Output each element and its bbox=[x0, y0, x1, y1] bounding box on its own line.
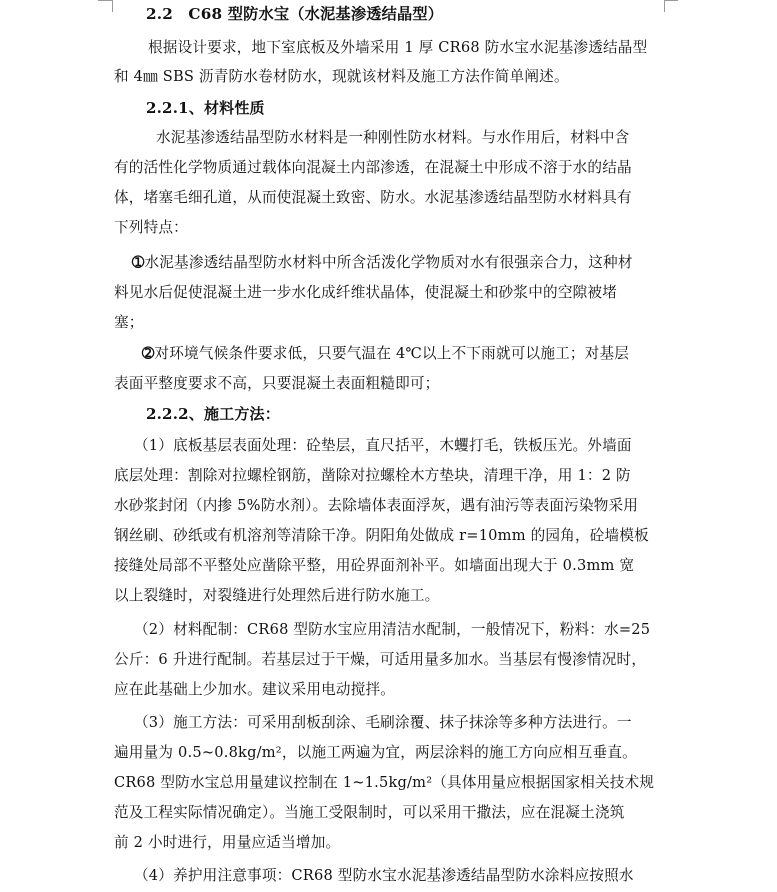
step2-line-3: 应在此基础上少加水。建议采用电动搅拌。 bbox=[114, 681, 396, 698]
step3-line-2: 遍用量为 0.5~0.8kg/m²，以施工两遍为宜，两层涂料的施工方向应相互垂直。 bbox=[114, 744, 637, 761]
feature1-line-1 bbox=[132, 253, 633, 273]
step1-line-1: （1）底板基层表面处理：砼垫层，直尺括平，木蠼打毛，铁板压光。外墙面 bbox=[134, 437, 632, 454]
margin-corner-mark-left bbox=[98, 0, 112, 1]
feature2-line-1 bbox=[142, 344, 629, 364]
circled-number-1-icon: ➀ bbox=[132, 254, 145, 271]
feature1-line-2: 料见水后促使混凝土进一步水化成纤维状晶体，使混凝土和砂浆中的空隙被堵 bbox=[114, 284, 617, 301]
feature2-line-2: 表面平整度要求不高，只要混凝土表面粗糙即可； bbox=[114, 375, 440, 392]
material-line-3: 体，堵塞毛细孔道，从而使混凝土致密、防水。水泥基渗透结晶型防水材料具有 bbox=[114, 189, 632, 206]
material-line-1: 水泥基渗透结晶型防水材料是一种刚性防水材料。与水作用后，材料中含 bbox=[156, 129, 630, 146]
step3-line-5: 前 2 小时进行，用量应适当增加。 bbox=[114, 834, 341, 851]
feature1-line-3: 塞； bbox=[114, 314, 144, 331]
intro-line-1: 根据设计要求，地下室底板及外墙采用 1 厚 CR68 防水宝水泥基渗透结晶型 bbox=[148, 39, 648, 56]
circled-number-2-icon: ➁ bbox=[142, 345, 155, 362]
material-line-4: 下列特点： bbox=[114, 219, 188, 236]
section-heading: 2.2 C68 型防水宝（水泥基渗透结晶型） bbox=[146, 5, 444, 23]
feature2-text-1: 对环境气候条件要求低，只要气温在 4℃以上不下雨就可以施工；对基层 bbox=[154, 345, 630, 362]
step2-line-1: （2）材料配制：CR68 型防水宝应用清洁水配制，一般情况下，粉料：水=25 bbox=[134, 621, 651, 638]
step3-line-4: 范及工程实际情况确定）。当施工受限制时，可以采用干撒法，应在混凝土浇筑 bbox=[114, 804, 625, 821]
step1-line-2: 底层处理：割除对拉螺栓钢筋，凿除对拉螺栓木方垫块，清理干净，用 1：2 防 bbox=[114, 467, 631, 484]
margin-corner-mark-right-vertical bbox=[664, 0, 665, 12]
margin-corner-mark-left-vertical bbox=[112, 0, 113, 12]
step2-line-2: 公斤：6 升进行配制。若基层过于干燥，可适用量多加水。当基层有慢渗情况时， bbox=[114, 651, 647, 668]
step3-line-3: CR68 型防水宝总用量建议控制在 1~1.5kg/m²（具体用量应根据国家相关技术规 bbox=[114, 774, 655, 791]
step1-line-5: 接缝处局部不平整处应凿除平整，用砼界面剂补平。如墙面出现大于 0.3mm 宽 bbox=[114, 557, 635, 574]
margin-corner-mark-right bbox=[664, 0, 678, 1]
step1-line-3: 水砂浆封闭（内掺 5%防水剂）。去除墙体表面浮灰，遇有油污等表面污染物采用 bbox=[114, 497, 639, 514]
intro-line-2: 和 4㎜ SBS 沥青防水卷材防水，现就该材料及施工方法作简单阐述。 bbox=[114, 68, 569, 85]
step1-line-4: 钢丝刷、砂纸或有机溶剂等清除干净。阴阳角处做成 r=10mm 的园角，砼墙模板 bbox=[114, 527, 649, 544]
step1-line-6: 以上裂缝时，对裂缝进行处理然后进行防水施工。 bbox=[114, 587, 440, 604]
subsection-heading-material: 2.2.1、材料性质 bbox=[146, 99, 265, 117]
material-line-2: 有的活性化学物质通过载体向混凝土内部渗透，在混凝土中形成不溶于水的结晶 bbox=[114, 159, 632, 176]
step3-line-1: （3）施工方法：可采用刮板刮涂、毛刷涂覆、抹子抹涂等多种方法进行。一 bbox=[134, 714, 632, 731]
subsection-heading-method: 2.2.2、施工方法： bbox=[146, 405, 280, 423]
step4-line-1: （4）养护用注意事项：CR68 型防水宝水泥基渗透结晶型防水涂料应按照水 bbox=[134, 867, 634, 884]
feature1-text-1: 水泥基渗透结晶型防水材料中所含活泼化学物质对水有很强亲合力，这种材 bbox=[144, 254, 633, 271]
